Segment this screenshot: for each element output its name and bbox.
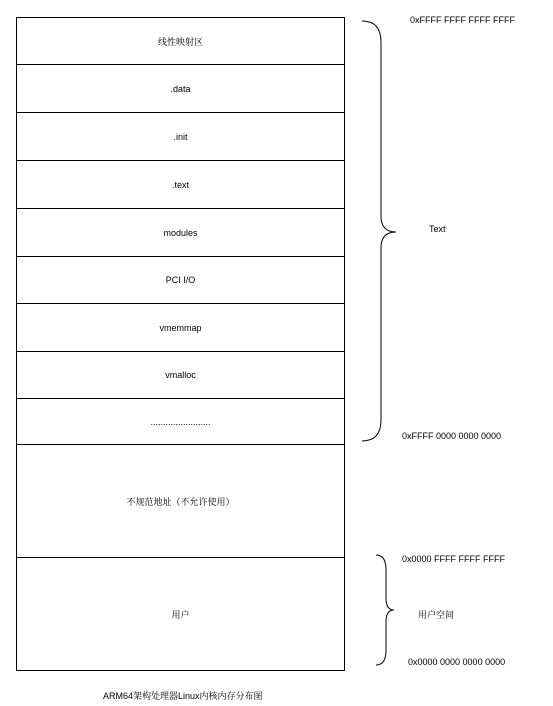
region-vmalloc-label: vmalloc (165, 370, 196, 380)
region-linear-mapping (16, 17, 345, 65)
user-end-address: 0x0000 0000 0000 0000 (408, 657, 506, 667)
user-space-brace (376, 555, 394, 665)
kernel-space-brace (362, 21, 396, 441)
user-start-address: 0x0000 FFFF FFFF FFFF (402, 554, 505, 564)
region-ellipsis-label: ........................ (150, 416, 211, 427)
region-init (16, 112, 345, 161)
kernel-brace-label: Text (429, 224, 446, 234)
region-modules-label: modules (163, 227, 198, 238)
kernel-end-address: 0xFFFF 0000 0000 0000 (402, 431, 502, 441)
region-noncanonical-label: 不规范地址（不允许使用） (126, 496, 235, 507)
region-linear-mapping-label: 线性映射区 (157, 36, 203, 47)
region-modules (16, 208, 345, 257)
region-pci-io (16, 256, 345, 304)
region-vmalloc (16, 351, 345, 399)
user-brace-label: 用户空间 (418, 610, 455, 620)
kernel-start-address: 0xFFFF FFFF FFFF FFFF (410, 15, 515, 25)
region-data (16, 64, 345, 113)
region-user-label: 用户 (171, 609, 190, 620)
region-pci-io-label: PCI I/O (165, 275, 196, 285)
region-init-label: .init (173, 131, 188, 142)
region-user (16, 557, 345, 671)
diagram-caption: ARM64架构处理器Linux内核内存分布图 (103, 691, 263, 701)
region-noncanonical (16, 444, 345, 558)
region-vmemmap-label: vmemmap (159, 322, 202, 333)
region-text (16, 160, 345, 209)
region-ellipsis (16, 398, 345, 445)
region-data-label: .data (170, 83, 191, 94)
region-vmemmap (16, 303, 345, 352)
region-text-label: .text (171, 179, 189, 190)
